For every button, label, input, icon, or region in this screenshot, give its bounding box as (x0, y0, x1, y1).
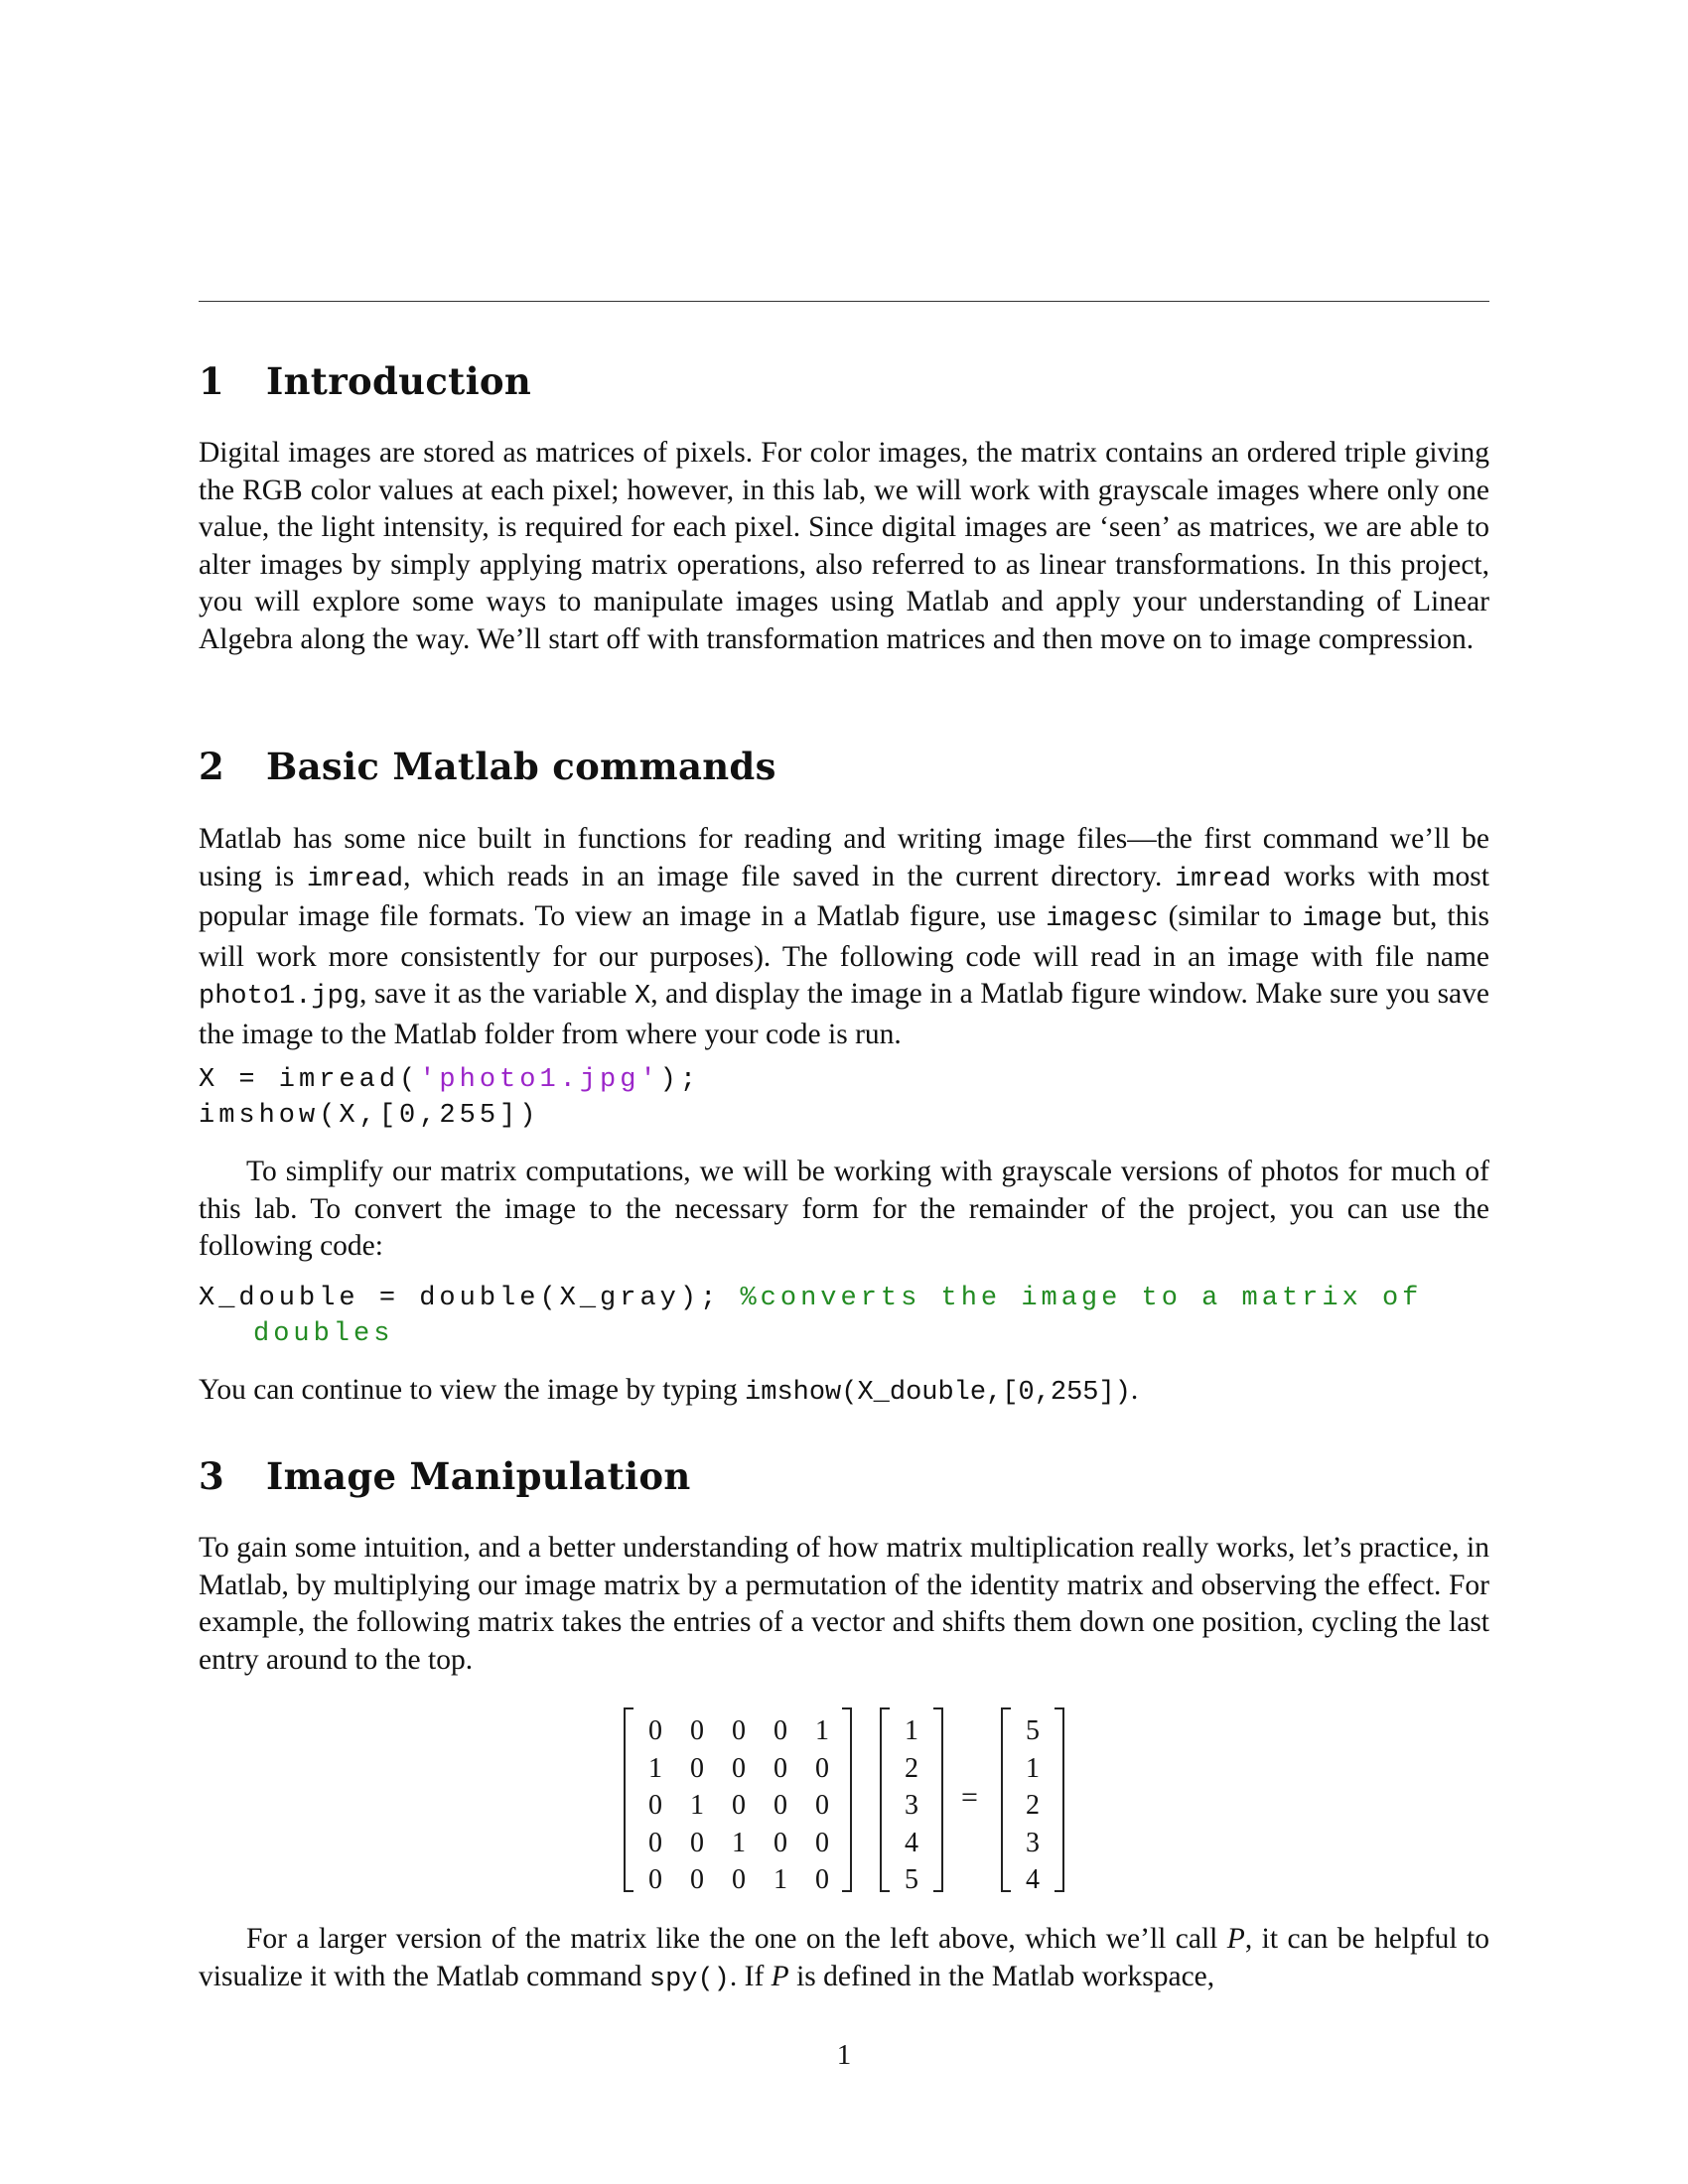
text-run: Matlab has some nice built in functions for reading and writing image files—the first command we’ll be using is (199, 823, 1489, 892)
result-vector (1001, 1707, 1064, 1895)
matrix-entry: 0 (648, 1864, 662, 1895)
vector-entry: 4 (1026, 1864, 1040, 1895)
code-block-imread (199, 1062, 1489, 1134)
matrix-entry: 0 (732, 1752, 746, 1784)
basic-paragraph-3 (199, 1372, 1489, 1413)
text-run: For a larger version of the matrix like the one on the left above, which we’ll call (246, 1923, 1227, 1955)
inline-code: imshow(X_double,[0,255]) (745, 1378, 1131, 1408)
matrix-entry: 1 (815, 1715, 829, 1746)
code-string: 'photo1.jpg' (419, 1065, 660, 1095)
code-text: X_double = double(X_gray); (199, 1284, 741, 1313)
equals-sign: = (961, 1781, 978, 1814)
math-variable: P (1226, 1923, 1245, 1955)
text-run: , save it as the variable (359, 978, 635, 1011)
code-line (199, 1062, 1489, 1098)
inline-code: photo1.jpg (199, 982, 360, 1013)
matrix-entry: 0 (690, 1827, 704, 1858)
matrix-entry: 0 (732, 1790, 746, 1821)
code-line (199, 1281, 1489, 1316)
code-line: imshow(X,[0,255]) (199, 1101, 540, 1131)
section-title: Introduction (266, 359, 532, 403)
section-heading-image-manipulation (199, 1454, 691, 1498)
code-block-double (199, 1281, 1489, 1352)
text-run: is defined in the Matlab workspace, (788, 1960, 1215, 1992)
matrix-entry: 0 (732, 1864, 746, 1895)
inline-code: spy() (648, 1964, 730, 1994)
math-variable: P (771, 1960, 789, 1992)
manip-paragraph-1: To gain some intuition, and a better understanding of how matrix multiplication really works, let’s practice, in Matlab, by multiplying our image matrix by a permutation of the identity matrix and observing the effect. For example, the following matrix takes the entries of a vector and shifts them down one position, cycling the last entry around to the top. (199, 1532, 1489, 1676)
vector-entry: 1 (905, 1715, 918, 1746)
matrix-entry: 0 (815, 1752, 829, 1784)
matrix-entry: 1 (690, 1790, 704, 1821)
section-heading-introduction (199, 359, 531, 403)
code-text: X = imread( (199, 1065, 420, 1095)
matrix-entry: 0 (690, 1864, 704, 1895)
vector-entry: 4 (905, 1827, 918, 1858)
matrix-entry: 0 (815, 1827, 829, 1858)
section-number: 3 (199, 1454, 225, 1498)
text-run: , and display the image in a Matlab figure window. Make sure you save the image to the Matlab folder from where your code is run. (199, 978, 1489, 1050)
matrix-entry: 0 (774, 1790, 787, 1821)
inline-code: image (1302, 904, 1383, 935)
matrix-entry: 0 (648, 1827, 662, 1858)
inline-code: imagesc (1046, 904, 1159, 935)
header-rule (199, 301, 1489, 302)
section-number: 1 (199, 359, 225, 403)
text-run: . If (729, 1960, 772, 1992)
matrix-entry: 0 (690, 1752, 704, 1784)
basic-paragraph-1 (199, 821, 1489, 1054)
text-run: but, this will work more consistently for our purposes). The following code will read in an image with file name (199, 900, 1490, 973)
matrix-entry: 0 (648, 1790, 662, 1821)
basic-paragraph-2: To simplify our matrix computations, we will be working with grayscale versions of photos for much of this lab. To convert the image to the necessary form for the remainder of the project, you can use the following code: (199, 1156, 1489, 1263)
matrix-entry: 0 (815, 1864, 829, 1895)
matrix-entry: 0 (774, 1827, 787, 1858)
code-line (199, 1316, 1489, 1352)
text-run: , which reads in an image file saved in the current directory. (403, 860, 1175, 892)
matrix-entry: 0 (774, 1715, 787, 1746)
vector-entry: 5 (1026, 1715, 1040, 1746)
code-text: ); (659, 1065, 701, 1095)
vector-entry: 3 (1026, 1827, 1040, 1858)
matrix-entry: 0 (774, 1752, 787, 1784)
permutation-matrix (624, 1707, 852, 1895)
page-number: 1 (836, 2039, 852, 2071)
matrix-entry: 0 (815, 1790, 829, 1821)
text-run: (similar to (1158, 900, 1303, 933)
section-title: Basic Matlab commands (266, 745, 776, 788)
vector-entry: 2 (905, 1752, 918, 1784)
inline-code: X (634, 982, 651, 1013)
text-run: , it can be helpful to visualize it with the Matlab command (199, 1923, 1489, 1992)
matrix-entry: 0 (648, 1715, 662, 1746)
matrix-entry: 1 (732, 1827, 746, 1858)
matrix-entry: 0 (690, 1715, 704, 1746)
intro-paragraph: Digital images are stored as matrices of pixels. For color images, the matrix contains an ordered triple giving the RGB color values at each pixel; however, in this lab, we will work with grayscale images where only one value, the light intensity, is required for each pixel. Since digital images are ‘seen’ as matrices, we are able to alter images by simply applying matrix operations, also referred to as linear transformations. In this project, you will explore some ways to manipulate images using Matlab and apply your understanding of Linear Algebra along the way. We’ll start off with transformation matrices and then move on to image compression. (199, 437, 1489, 655)
text-run: works with most popular image file formats. To view an image in a Matlab figure, use (199, 860, 1489, 933)
inline-code: imread (1174, 864, 1272, 894)
matrix-entry: 1 (774, 1864, 787, 1895)
vector-entry: 5 (905, 1864, 918, 1895)
matrix-entry: 1 (648, 1752, 662, 1784)
matrix-entry: 0 (732, 1715, 746, 1746)
manip-paragraph-2 (199, 1921, 1489, 1998)
code-comment: doubles (253, 1319, 394, 1349)
code-comment: %converts the image to a matrix of (740, 1284, 1423, 1313)
vector-entry: 1 (1026, 1752, 1040, 1784)
section-heading-basic-matlab (199, 745, 776, 788)
vector-entry: 3 (905, 1790, 918, 1821)
section-number: 2 (199, 745, 225, 788)
input-vector (880, 1707, 943, 1895)
inline-code: imread (306, 864, 404, 894)
section-title: Image Manipulation (266, 1454, 691, 1498)
text-run: You can continue to view the image by typing (199, 1374, 746, 1406)
vector-entry: 2 (1026, 1790, 1040, 1821)
text-run: . (1130, 1374, 1139, 1406)
